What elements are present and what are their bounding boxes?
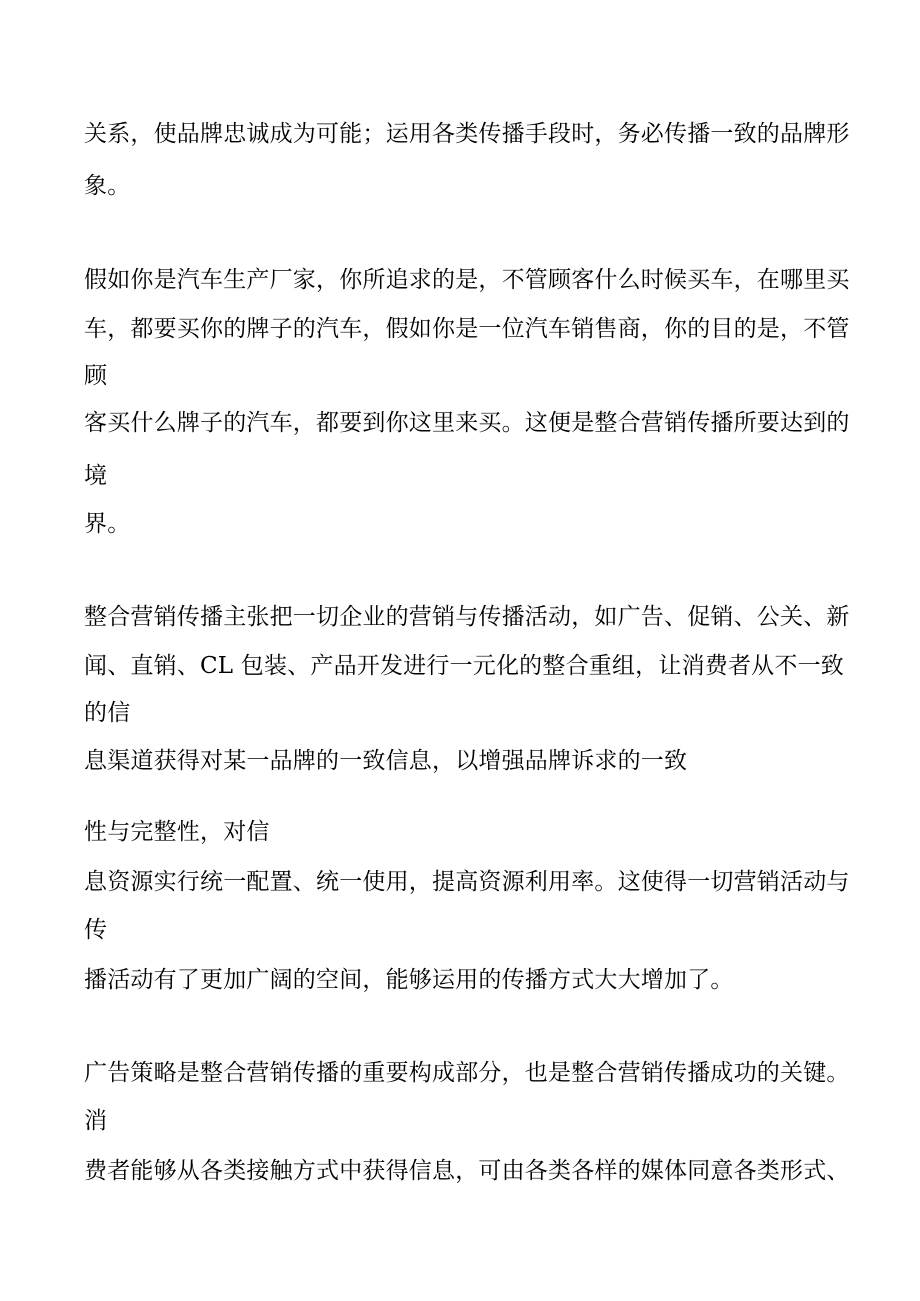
text-line: 关系，使品牌忠诚成为可能；运用各类传播手段时，务必传播一致的品牌形 [84,121,850,147]
text-line: 界。 [84,511,131,537]
text-line: 消 [84,1108,108,1134]
text-line: 播活动有了更加广阔的空间，能够运用的传播方式大大增加了。 [84,967,734,993]
text-line: 客买什么牌子的汽车，都要到你这里来买。这便是整合营销传播所要达到的 [84,410,850,436]
text-line: 息渠道获得对某一品牌的一致信息，以增强品牌诉求的一致 [84,748,688,774]
text-line: 象。 [84,173,131,199]
text-line: 的信 [84,700,131,726]
text-line: 假如你是汽车生产厂家，你所追求的是，不管顾客什么时候买车，在哪里买 [84,267,850,293]
text-line: 广告策略是整合营销传播的重要构成部分，也是整合营销传播成功的关键。 [84,1060,850,1086]
text-line: 境 [84,463,108,489]
text-line: 费者能够从各类接触方式中获得信息，可由各类各样的媒体同意各类形式、 [84,1158,850,1184]
text-line: 顾 [84,363,108,389]
text-line: 息资源实行统一配置、统一使用，提高资源利用率。这使得一切营销活动与 [84,869,850,895]
text-line: 整合营销传播主张把一切企业的营销与传播活动，如广告、促销、公关、新 [84,604,850,630]
text-line: 闻、直销、CL 包装、产品开发进行一元化的整合重组，让消费者从不一致 [84,653,844,679]
text-line: 车，都要买你的牌子的汽车，假如你是一位汽车销售商，你的目的是，不管 [84,316,850,342]
text-line: 性与完整性，对信 [84,819,270,845]
text-line: 传 [84,917,108,943]
